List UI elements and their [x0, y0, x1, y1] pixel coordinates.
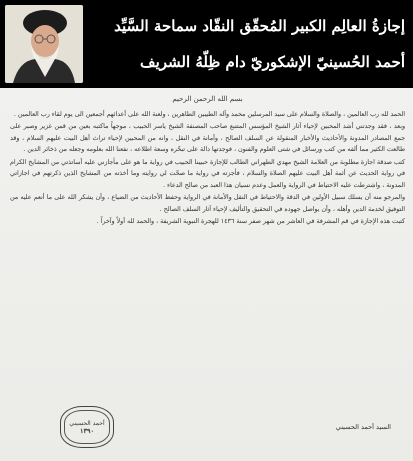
- seal-stamp: [60, 406, 114, 448]
- paragraph-1: الحمد لله رب العالمين ، والصلاة والسلام على سيد المرسلين محمد وآله الطيبين الطاهرين ، ولعنة الله على أعدائهم أجمعين الى يوم لقاء رب العالمين .: [13, 110, 405, 118]
- basmala: بسم الله الرحمن الرحيم: [172, 95, 243, 103]
- header-title: [87, 8, 405, 80]
- signature: السيد أحمد الحسيني: [335, 423, 391, 431]
- handwritten-document: [0, 88, 413, 461]
- portrait-image: [5, 5, 83, 83]
- header-banner: [0, 0, 413, 88]
- title-line-2: أحمد الحُسينيّ الإشكوريّ دام ظِلّهُ الشريف: [140, 53, 405, 71]
- paragraph-2: وبعد ، فقد وجدتني أشد المحبين لإحياء آثار الشيخ المؤسس المتتبع صاحب المصنفة الشيخ ياسر الحبيب ، موجهاً ماكتبه بعين من قمن غزير وصبر على جمع المصادر المدونة والأحاديث والأخبار المنقولة عن السلف الصالح ، وأمانة في النقل ، وانه من المحبين لإحياء تراث أهل البيت عليهم السلام ، وقد طالعت الكثير مما ألفه من كتب ورسائل في شتى العلوم والفنون ، فوجدتها دالة على تبحّره وسعة اطلاعه ، نفعنا الله بعلومه وجعله من ذخائر الدين .: [10, 123, 405, 154]
- seal-year: ١٣٩٠: [80, 426, 94, 435]
- seal-inner-ring: [64, 410, 110, 444]
- paragraph-3: كتب صدقة اجازة مطلوبة من العلامة الشيخ مهدي الطهراني الطالب للإجازة حبيبنا الحبيب في رواية ما هو على مأجازني عليه أساتذتي من المشايخ الكرام في رواية الحديث عن أئمة أهل البيت عليهم الصلاة والسلام ، فأجزته في رواية ما صحّت لي روايته وما أخذته من المشايخ الذين ذكرتهم في اجازاتي المدونة ، واشترطت عليه الاحتياط في الرواية والعمل وعدم نسيان هذا العبد من صالح الدعاء .: [10, 158, 405, 189]
- document-body: [10, 94, 405, 229]
- paragraph-5: كتبت هذه الإجازة في قم المشرفة في العاشر من شهر صفر سنة ١٤٣٦ للهجرة النبوية الشريفة ، والحمد لله أولاً وآخراً .: [96, 218, 405, 226]
- portrait-illustration: [5, 5, 83, 83]
- seal-name: أحمد الحسيني: [69, 419, 105, 427]
- paragraph-4: والمرجو منه أن يسلك سبيل الأولين في الدقة والاحتياط في النقل والأمانة في الرواية وحفظ الأحاديث من الضياع ، وأن يشكر الله على ما أنعم عليه من التوفيق لخدمة الدين وأهله ، وأن يواصل جهوده في التحقيق والتأليف لإحياء آثار السلف الصالح .: [10, 194, 405, 213]
- title-line-1: إجازةُ العالِم الكبير المُحقّق النقّاد سماحة السَّيِّد: [114, 17, 405, 35]
